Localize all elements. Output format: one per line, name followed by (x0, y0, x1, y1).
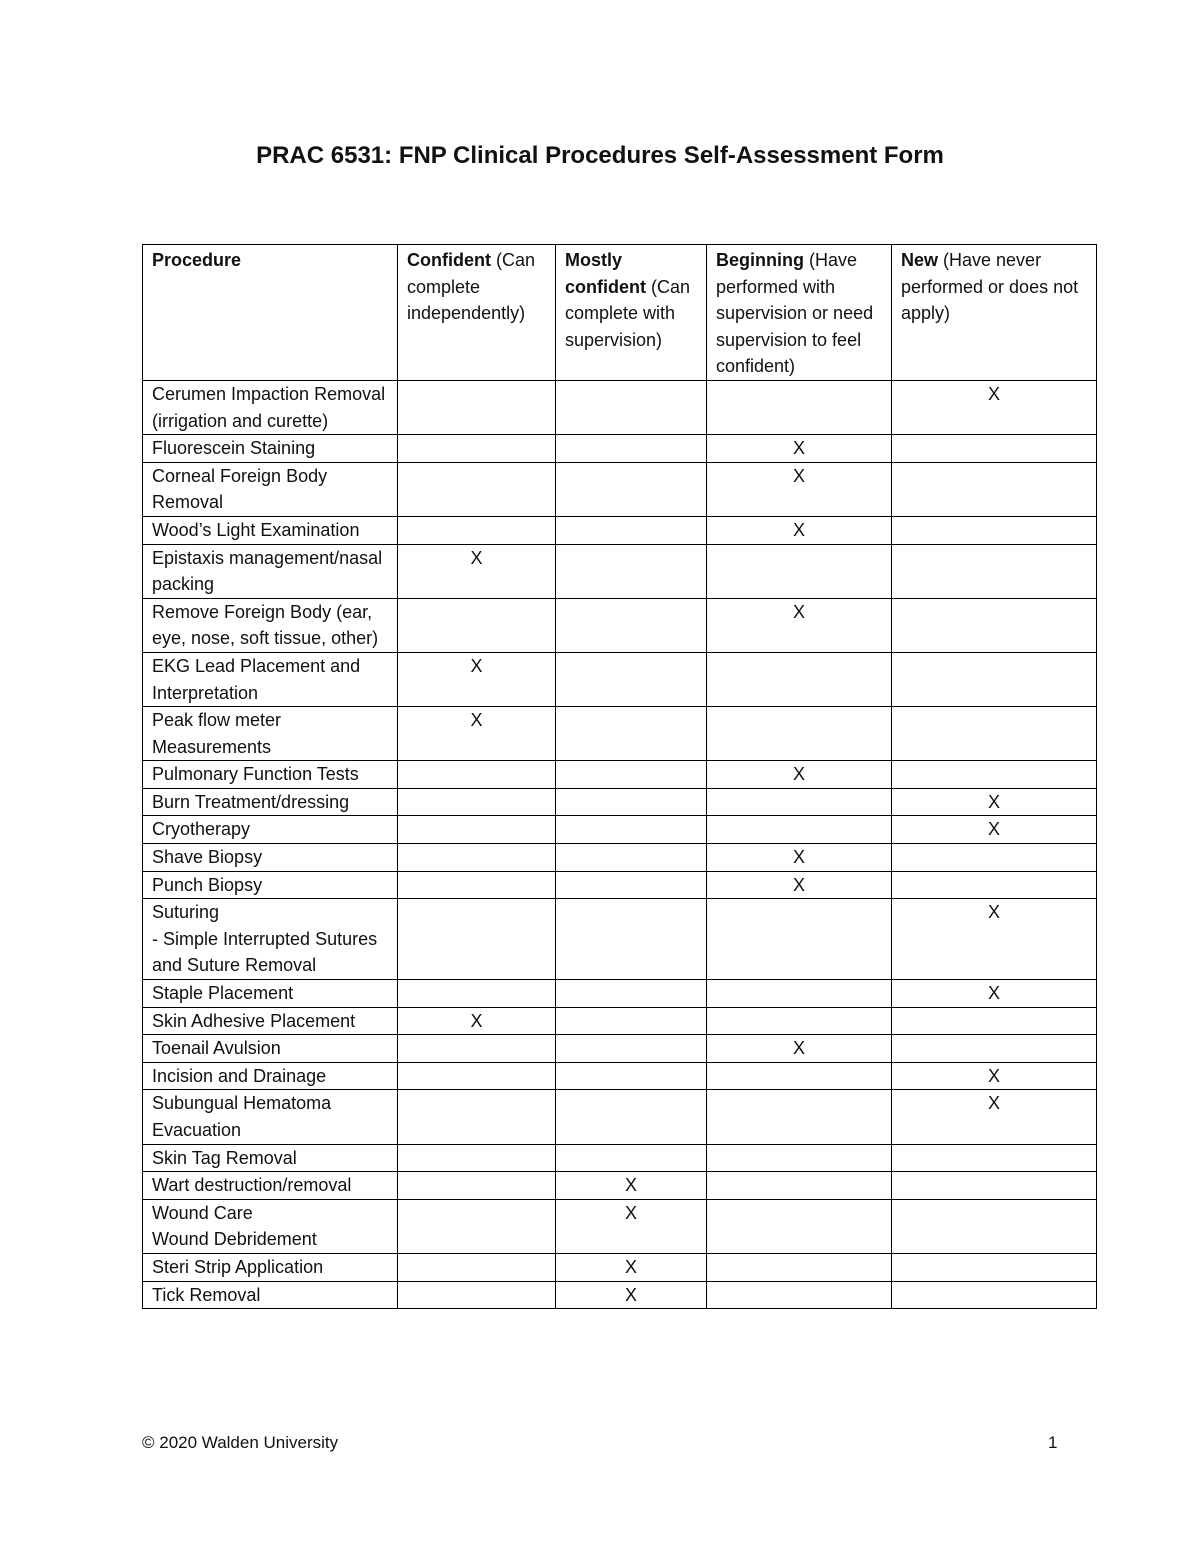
confident-cell (398, 1090, 556, 1144)
beginning-cell (707, 788, 892, 816)
table-row (143, 1281, 1097, 1309)
mostly-confident-cell (556, 462, 707, 516)
table-row (143, 435, 1097, 463)
confident-cell (398, 1281, 556, 1309)
confident-cell (398, 435, 556, 463)
mostly-confident-cell (556, 516, 707, 544)
table-row (143, 1035, 1097, 1063)
new-cell: X (892, 1062, 1097, 1090)
mostly-confident-cell: X (556, 1253, 707, 1281)
new-cell (892, 544, 1097, 598)
header-rest: (Have performed with supervision or need supervision to feel confident) (716, 250, 874, 377)
beginning-cell: X (707, 516, 892, 544)
beginning-cell (707, 980, 892, 1008)
procedure-cell: Wound Care Wound Debridement (143, 1199, 398, 1253)
mostly-confident-cell (556, 544, 707, 598)
table-row (143, 598, 1097, 652)
beginning-cell (707, 707, 892, 761)
header-bold: Beginning (716, 250, 804, 270)
header-rest: (Have never performed or does not apply) (901, 250, 1079, 324)
confident-cell: X (398, 652, 556, 706)
procedure-cell: Suturing - Simple Interrupted Sutures and Suture Removal (143, 899, 398, 980)
table-row (143, 816, 1097, 844)
mostly-confident-cell (556, 816, 707, 844)
confident-cell (398, 761, 556, 789)
table-row (143, 544, 1097, 598)
beginning-cell (707, 1253, 892, 1281)
beginning-cell (707, 899, 892, 980)
procedure-cell: Cryotherapy (143, 816, 398, 844)
procedure-cell: Wart destruction/removal (143, 1172, 398, 1200)
confident-cell (398, 462, 556, 516)
beginning-cell (707, 1144, 892, 1172)
footer-page-number: 1 (1048, 1433, 1058, 1452)
new-cell: X (892, 899, 1097, 980)
table-row (143, 652, 1097, 706)
new-cell: X (892, 1090, 1097, 1144)
beginning-cell: X (707, 1035, 892, 1063)
procedure-cell: Epistaxis management/nasal packing (143, 544, 398, 598)
procedure-cell: Shave Biopsy (143, 844, 398, 872)
mostly-confident-cell (556, 652, 707, 706)
procedure-cell: Subungual Hematoma Evacuation (143, 1090, 398, 1144)
header-row (143, 245, 1097, 381)
procedure-cell: Pulmonary Function Tests (143, 761, 398, 789)
mostly-confident-cell (556, 380, 707, 434)
procedure-cell: Fluorescein Staining (143, 435, 398, 463)
procedure-cell: Staple Placement (143, 980, 398, 1008)
beginning-cell (707, 1199, 892, 1253)
new-cell (892, 462, 1097, 516)
procedure-cell: Incision and Drainage (143, 1062, 398, 1090)
procedure-cell: Steri Strip Application (143, 1253, 398, 1281)
header-beginning (707, 245, 892, 381)
procedure-cell: Punch Biopsy (143, 871, 398, 899)
new-cell (892, 871, 1097, 899)
table-row (143, 1199, 1097, 1253)
table-row (143, 1062, 1097, 1090)
new-cell (892, 435, 1097, 463)
procedure-cell: Toenail Avulsion (143, 1035, 398, 1063)
confident-cell (398, 598, 556, 652)
new-cell (892, 1035, 1097, 1063)
beginning-cell (707, 1172, 892, 1200)
confident-cell (398, 1253, 556, 1281)
table-row (143, 1007, 1097, 1035)
mostly-confident-cell: X (556, 1172, 707, 1200)
table-row (143, 380, 1097, 434)
confident-cell (398, 788, 556, 816)
beginning-cell (707, 816, 892, 844)
table-row (143, 761, 1097, 789)
confident-cell: X (398, 544, 556, 598)
confident-cell (398, 1199, 556, 1253)
header-bold: Confident (407, 250, 491, 270)
header-bold: New (901, 250, 939, 270)
procedure-cell: Corneal Foreign Body Removal (143, 462, 398, 516)
beginning-cell (707, 544, 892, 598)
procedure-cell: Skin Tag Removal (143, 1144, 398, 1172)
confident-cell (398, 816, 556, 844)
beginning-cell (707, 380, 892, 434)
mostly-confident-cell (556, 788, 707, 816)
new-cell (892, 516, 1097, 544)
header-bold: Mostly confident (565, 250, 646, 297)
header-new (892, 245, 1097, 381)
table-row (143, 788, 1097, 816)
table-row (143, 1144, 1097, 1172)
self-assessment-table (142, 244, 1097, 1309)
beginning-cell: X (707, 462, 892, 516)
confident-cell (398, 1062, 556, 1090)
footer-copyright: © 2020 Walden University (142, 1433, 339, 1452)
table-row (143, 871, 1097, 899)
new-cell (892, 1199, 1097, 1253)
new-cell (892, 1281, 1097, 1309)
procedure-cell: Tick Removal (143, 1281, 398, 1309)
new-cell (892, 707, 1097, 761)
beginning-cell (707, 652, 892, 706)
procedure-cell: Wood’s Light Examination (143, 516, 398, 544)
new-cell (892, 761, 1097, 789)
header-rest: (Can complete independently) (407, 250, 535, 324)
mostly-confident-cell (556, 1062, 707, 1090)
confident-cell: X (398, 707, 556, 761)
table-row (143, 516, 1097, 544)
mostly-confident-cell (556, 980, 707, 1008)
new-cell (892, 1007, 1097, 1035)
mostly-confident-cell (556, 871, 707, 899)
table-row (143, 980, 1097, 1008)
header-bold: Procedure (152, 250, 242, 270)
confident-cell (398, 899, 556, 980)
table-row (143, 1253, 1097, 1281)
mostly-confident-cell (556, 1035, 707, 1063)
beginning-cell (707, 1007, 892, 1035)
table-row (143, 844, 1097, 872)
beginning-cell: X (707, 435, 892, 463)
new-cell (892, 844, 1097, 872)
header-mostly-confident (556, 245, 707, 381)
beginning-cell (707, 1062, 892, 1090)
table-row (143, 707, 1097, 761)
new-cell: X (892, 980, 1097, 1008)
mostly-confident-cell (556, 435, 707, 463)
beginning-cell (707, 1281, 892, 1309)
procedure-cell: Cerumen Impaction Removal (irrigation and curette) (143, 380, 398, 434)
confident-cell: X (398, 1007, 556, 1035)
new-cell: X (892, 816, 1097, 844)
mostly-confident-cell (556, 1090, 707, 1144)
confident-cell (398, 1144, 556, 1172)
mostly-confident-cell: X (556, 1281, 707, 1309)
beginning-cell: X (707, 844, 892, 872)
mostly-confident-cell (556, 1144, 707, 1172)
mostly-confident-cell (556, 1007, 707, 1035)
table-body (143, 380, 1097, 1308)
new-cell: X (892, 380, 1097, 434)
confident-cell (398, 516, 556, 544)
procedure-cell: Peak flow meter Measurements (143, 707, 398, 761)
beginning-cell: X (707, 871, 892, 899)
mostly-confident-cell (556, 899, 707, 980)
mostly-confident-cell (556, 761, 707, 789)
new-cell (892, 1144, 1097, 1172)
mostly-confident-cell (556, 707, 707, 761)
new-cell (892, 1172, 1097, 1200)
new-cell (892, 598, 1097, 652)
procedure-cell: EKG Lead Placement and Interpretation (143, 652, 398, 706)
header-confident (398, 245, 556, 381)
mostly-confident-cell: X (556, 1199, 707, 1253)
header-procedure (143, 245, 398, 381)
mostly-confident-cell (556, 844, 707, 872)
confident-cell (398, 871, 556, 899)
confident-cell (398, 844, 556, 872)
confident-cell (398, 1172, 556, 1200)
table-row (143, 1172, 1097, 1200)
confident-cell (398, 980, 556, 1008)
new-cell (892, 652, 1097, 706)
page-title: PRAC 6531: FNP Clinical Procedures Self-Assessment Form (256, 142, 944, 169)
new-cell (892, 1253, 1097, 1281)
procedure-cell: Skin Adhesive Placement (143, 1007, 398, 1035)
new-cell: X (892, 788, 1097, 816)
table-row (143, 462, 1097, 516)
table-header (143, 245, 1097, 381)
header-rest: (Can complete with supervision) (565, 276, 691, 350)
table-row (143, 899, 1097, 980)
beginning-cell (707, 1090, 892, 1144)
beginning-cell: X (707, 761, 892, 789)
mostly-confident-cell (556, 598, 707, 652)
procedure-cell: Remove Foreign Body (ear, eye, nose, soft tissue, other) (143, 598, 398, 652)
table-row (143, 1090, 1097, 1144)
confident-cell (398, 1035, 556, 1063)
procedure-cell: Burn Treatment/dressing (143, 788, 398, 816)
beginning-cell: X (707, 598, 892, 652)
confident-cell (398, 380, 556, 434)
